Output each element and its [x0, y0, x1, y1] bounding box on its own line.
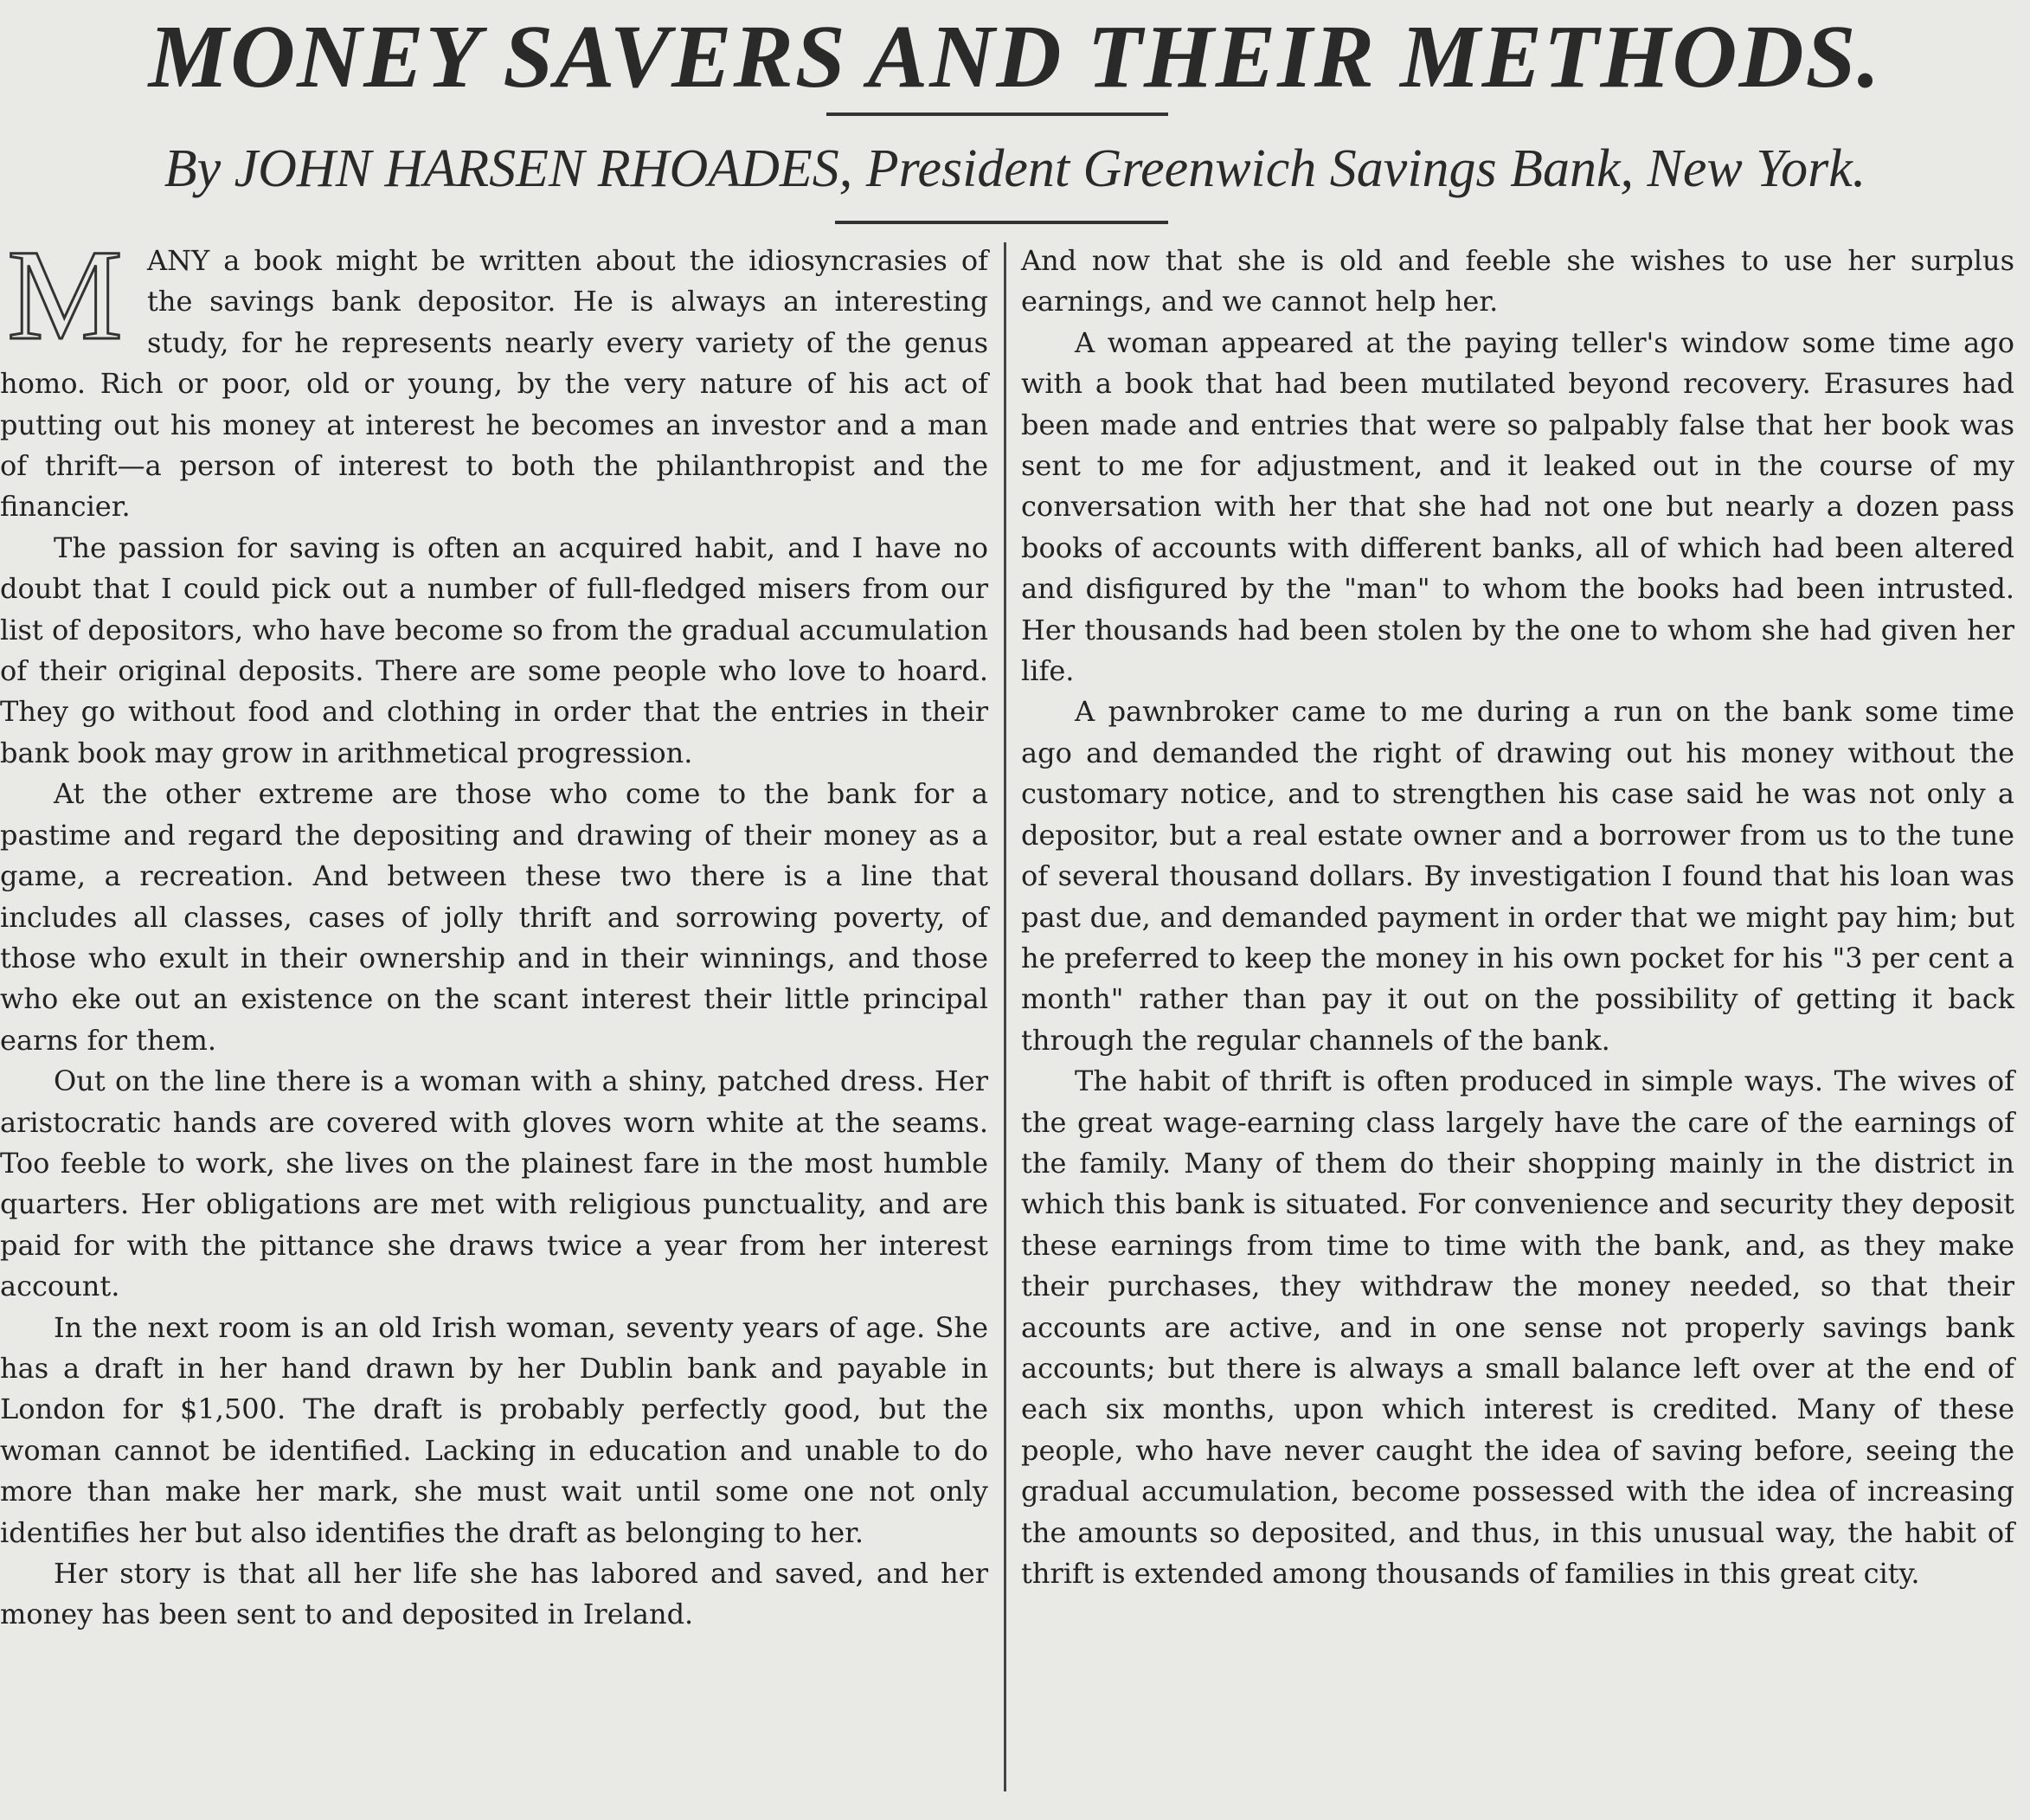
left-column	[0, 223, 988, 1636]
paragraph: The passion for saving is often an acquired habit, and I have no doubt that I could pick out a number of full-fledged misers from our list of depositors, who have become so from the gradual accumulation of their original deposits. There are some people who love to hoard. They go without food and clothing in order that the entries in their bank book may grow in arithmetical progression.	[0, 531, 988, 769]
headline: MONEY SAVERS AND THEIR METHODS.	[148, 7, 1882, 106]
paragraph: In the next room is an old Irish woman, seventy years of age. She has a draft in her hand drawn by her Dublin bank and payable in London for $1,500. The draft is probably perfectly good, but the woman cannot be identified. Lacking in education and unable to do more than make her mark, she must wait until some one not only identifies her but also identifies the draft as belonging to her.	[0, 1310, 988, 1549]
paragraph: A pawnbroker came to me during a run on the bank some time ago and demanded the right of drawing out his money without the customary notice, and to strengthen his case said he was not only a depositor, but a real estate owner and a borrower from us to the tune of several thousand dollars. By investigation I found that his loan was past due, and demanded payment in order that we might pay him; but he preferred to keep the money in his own pocket for his "3 per cent a month" rather than pay it out on the possibility of getting it back through the regular channels of the bank.	[1021, 695, 2014, 1057]
byline-rule	[835, 221, 1168, 224]
paragraph: The habit of thrift is often produced in simple ways. The wives of the great wage-earning class largely have the care of the earnings of the family. Many of them do their shopping mainly in the district in which this bank is situated. For convenience and security they deposit these earnings from time to time with the bank, and, as they make their purchases, they withdraw the money needed, so that their accounts are active, and in one sense not properly savings bank accounts; but there is always a small balance left over at the end of each six months, upon which interest is credited. Many of these people, who have never caught the idea of saving before, seeing the gradual accumulation, become possessed with the idea of increasing the amounts so deposited, and thus, in this unusual way, the habit of thrift is extended among thousands of families in this great city.	[1021, 1064, 2014, 1590]
paragraph-text: ANY a book might be written about the idiosyncrasies of the savings bank depositor. He is always an interesting study, for he represents nearly every variety of the genus homo. Rich or poor, old or young, by the very nature of his act of putting out his money at interest he becomes an investor and a man of thrift—a person of interest to both the philanthropist and the financier.	[0, 244, 988, 524]
byline: By JOHN HARSEN RHOADES, President Greenwich Savings Bank, New York.	[164, 139, 1866, 198]
paragraph: Her story is that all her life she has labored and saved, and her money has been sent to and deposited in Ireland.	[0, 1557, 988, 1631]
right-column	[1021, 241, 2014, 1594]
drop-cap: M	[7, 223, 123, 367]
headline-rule	[826, 113, 1168, 116]
paragraph: At the other extreme are those who come to the bank for a pastime and regard the depositing and drawing of their money as a game, a recreation. And between these two there is a line that includes all classes, cases of jolly thrift and sorrowing poverty, of those who exult in their ownership and in their winnings, and those who eke out an existence on the scant interest their little principal earns for them.	[0, 777, 988, 1057]
paragraph	[0, 223, 988, 528]
paragraph: And now that she is old and feeble she wishes to use her surplus earnings, and we cannot help her.	[1021, 244, 2014, 318]
paragraph: Out on the line there is a woman with a shiny, patched dress. Her aristocratic hands are covered with gloves worn white at the seams. Too feeble to work, she lives on the plainest fare in the most humble quarters. Her obligations are met with religious punctuality, and are paid for with the pittance she draws twice a year from her interest account.	[0, 1064, 988, 1303]
paragraph: A woman appeared at the paying teller's window some time ago with a book that had been mutilated beyond recovery. Erasures had been made and entries that were so palpably false that her book was sent to me for adjustment, and it leaked out in the course of my conversation with her that she had not one but nearly a dozen pass books of accounts with different banks, all of which had been altered and disfigured by the "man" to whom the books had been intrusted. Her thousands had been stolen by the one to whom she had given her life.	[1021, 325, 2014, 688]
column-divider	[1004, 242, 1006, 1791]
